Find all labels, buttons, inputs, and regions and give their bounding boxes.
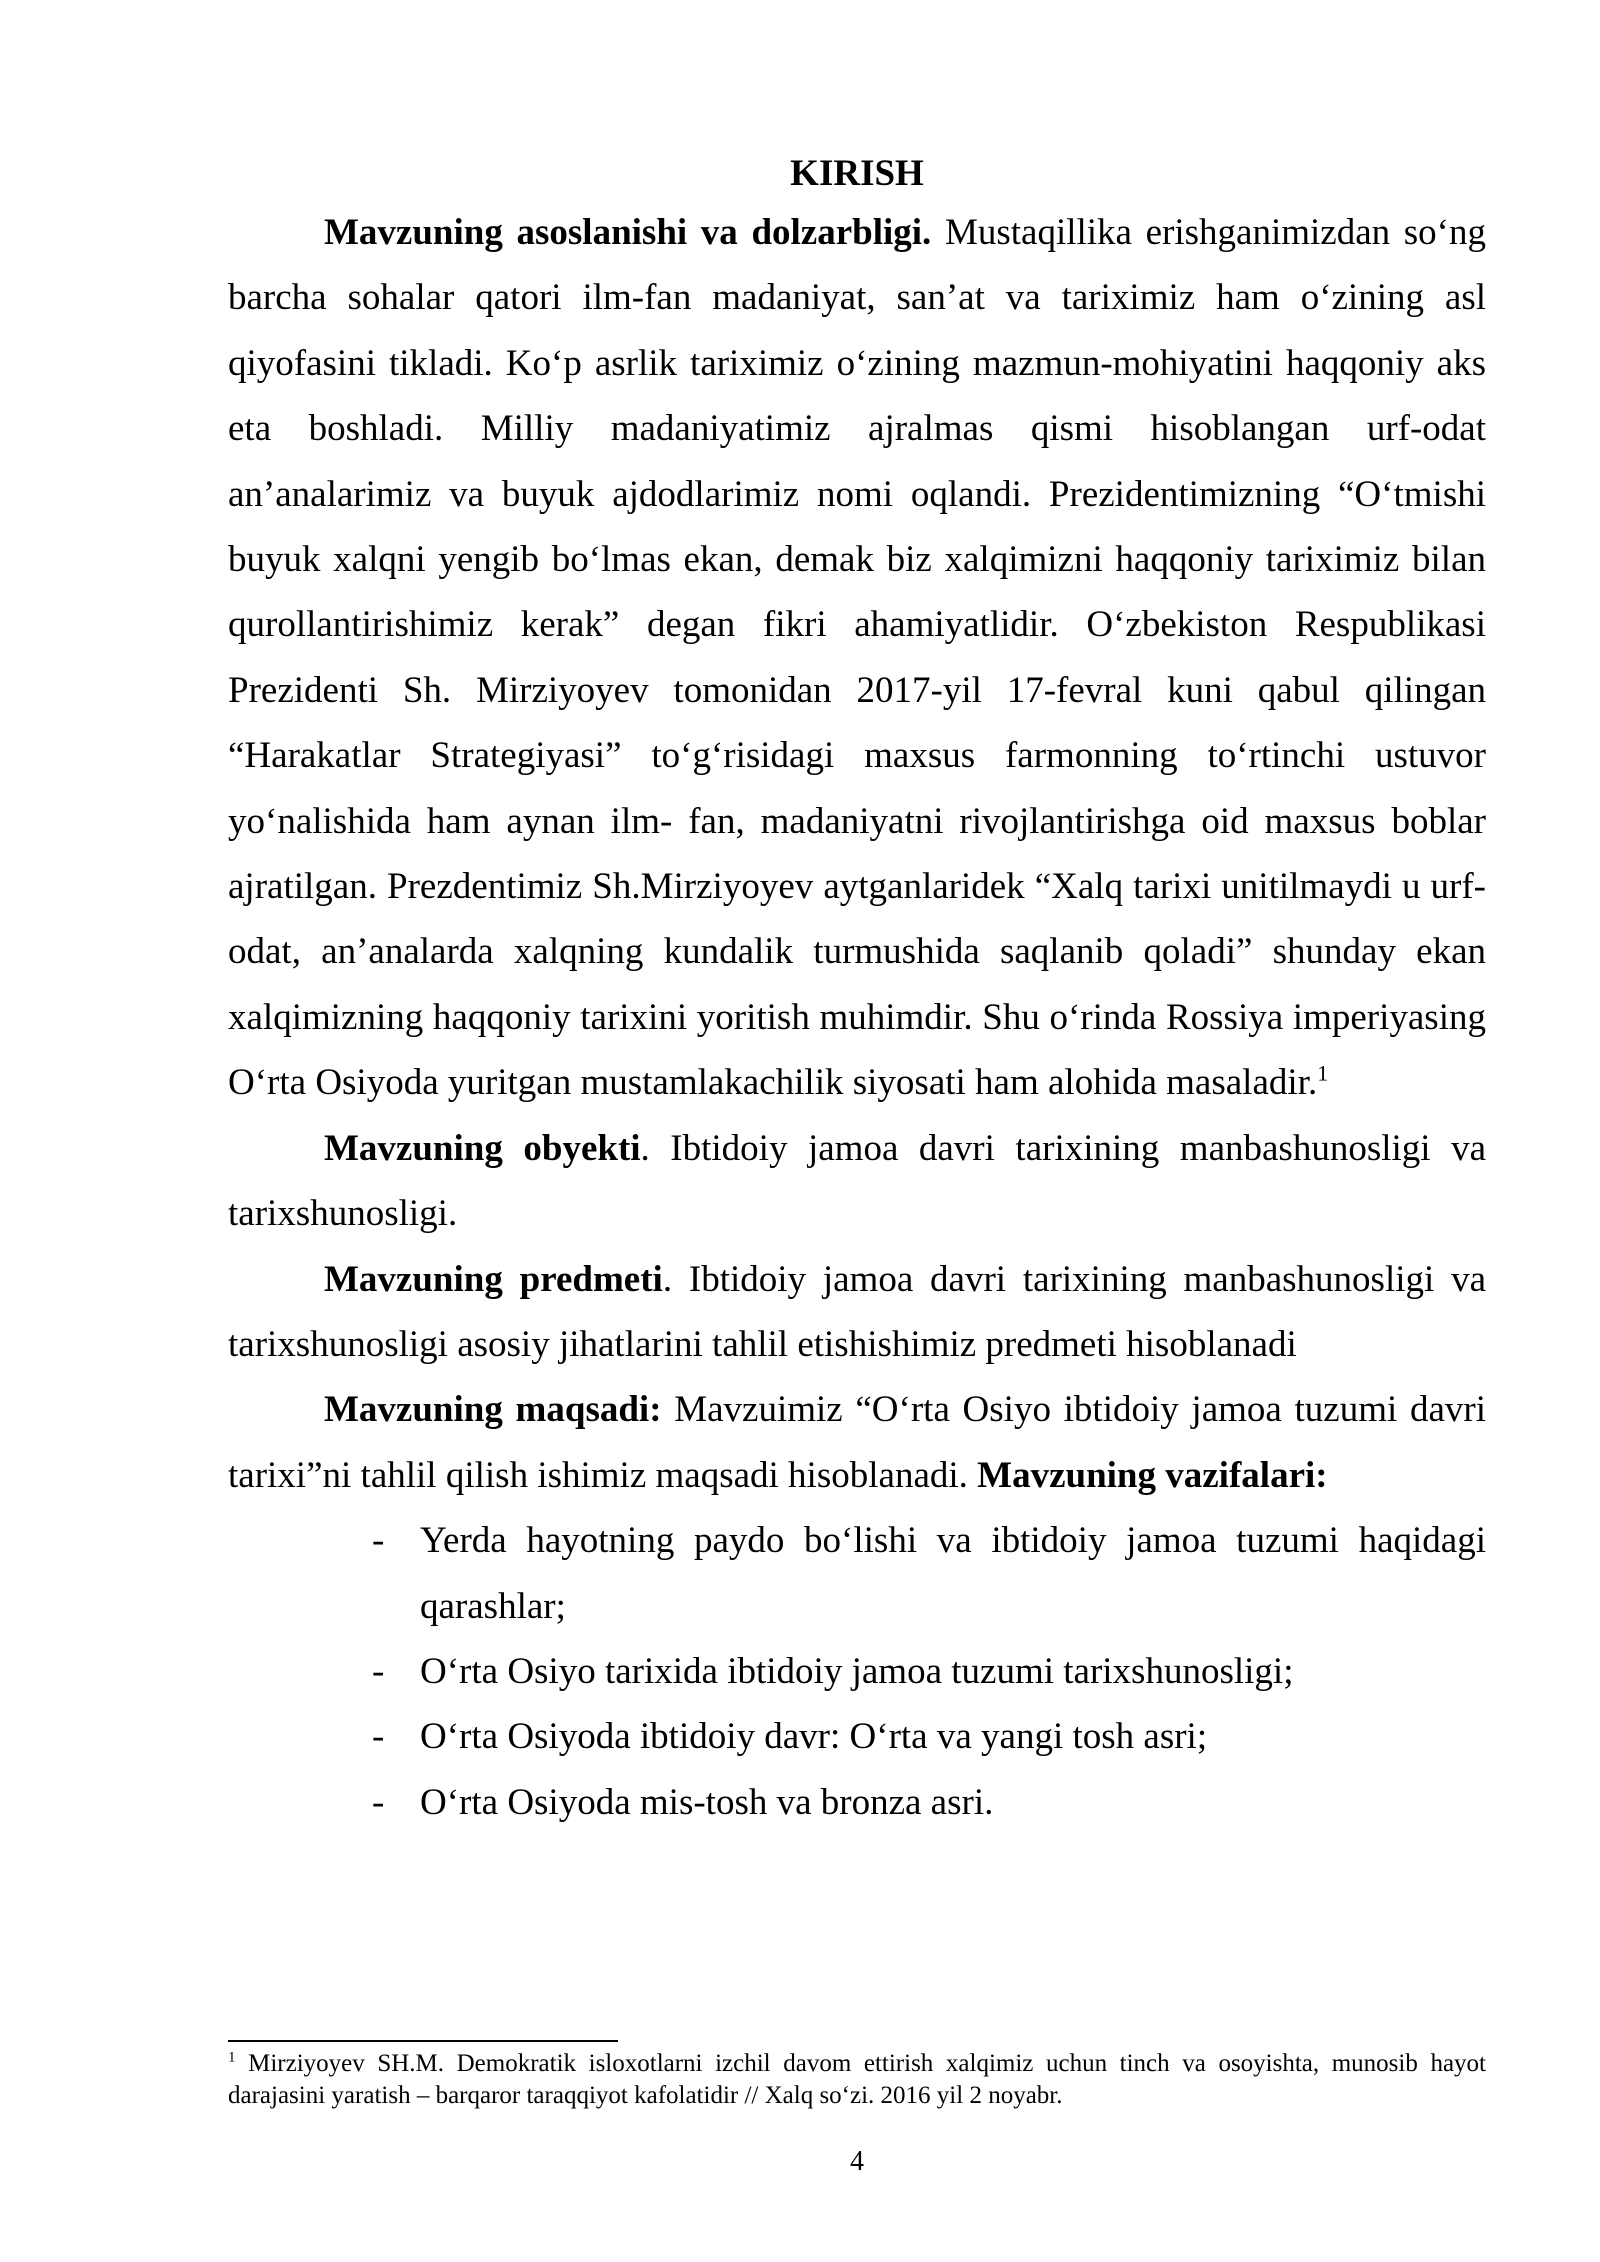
list-item-text: O‘rta Osiyoda mis-tosh va bronza asri. bbox=[420, 1781, 994, 1823]
page-body bbox=[228, 148, 1486, 1835]
intro-text: Mustaqillika erishganimizdan so‘ng barcha sohalar qatori ilm-fan madaniyat, san’at va tariximiz ham o‘zining asl qiyofasini tikladi. Ko‘p asrlik tariximiz o‘zining mazmun-mohiyatini haqqoniy aks eta boshladi. Milliy madaniyatimiz ajralmas qismi hisoblangan urf-odat an’analarimiz va buyuk ajdodlarimiz nomi oqlandi. Prezidentimizning “O‘tmishi buyuk xalqni yengib bo‘lmas ekan, demak biz xalqimizni haqqoniy tariximiz bilan qurollantirishimiz kerak” degan fikri ahamiyatlidir. O‘zbekiston Respublikasi Prezidenti Sh. Mirziyoyev tomonidan 2017-yil 17-fevral kuni qabul qilingan “Harakatlar Strategiyasi” to‘g‘risidagi maxsus farmonning to‘rtinchi ustuvor yo‘nalishida ham aynan ilm- fan, madaniyatni rivojlantirishga oid maxsus boblar ajratilgan. Prezdentimiz Sh.Mirziyoyev aytganlaridek “Xalq tarixi unitilmaydi u urf-odat, an’analarda xalqning kundalik turmushida saqlanib qoladi” shunday ekan xalqimizning haqqoniy tarixini yoritish muhimdir. Shu o‘rinda Rossiya imperiyasing O‘rta Osiyoda yuritgan mustamlakachilik siyosati ham alohida masaladir. bbox=[228, 212, 1486, 1104]
goal-text: Mavzuimiz “O‘rta Osiyo ibtidoiy jamoa tuzumi davri tarixi”ni tahlil qilish ishimiz maqsadi hisoblanadi. bbox=[228, 1389, 1486, 1496]
footnote-divider bbox=[228, 2040, 618, 2042]
page-title: KIRISH bbox=[790, 153, 924, 194]
subject-text: . Ibtidoiy jamoa davri tarixining manbashunosligi va tarixshunosligi asosiy jihatlarini tahlil etishishimiz predmeti hisoblanadi bbox=[228, 1258, 1486, 1365]
tasks-label: Mavzuning vazifalari: bbox=[977, 1454, 1328, 1496]
subject-label: Mavzuning predmeti bbox=[324, 1258, 663, 1300]
object-label: Mavzuning obyekti bbox=[324, 1127, 641, 1169]
footnote-number: 1 bbox=[228, 2049, 236, 2066]
list-item-text: Yerda hayotning paydo bo‘lishi va ibtidoiy jamoa tuzumi haqidagi qarashlar; bbox=[420, 1520, 1486, 1627]
goal-label: Mavzuning maqsadi: bbox=[324, 1389, 662, 1431]
page-number: 4 bbox=[850, 2146, 864, 2177]
list-item-text: O‘rta Osiyo tarixida ibtidoiy jamoa tuzumi tarixshunosligi; bbox=[420, 1650, 1294, 1692]
object-paragraph bbox=[228, 1116, 1486, 1247]
list-item bbox=[228, 1770, 1486, 1835]
footnote-text: Mirziyoyev SH.M. Demokratik isloxotlarni izchil davom ettirish xalqimiz uchun tinch va osoyishta, munosib hayot darajasini yaratish – barqaror taraqqiyot kafolatidir // Xalq so‘zi. 2016 yil 2 noyabr. bbox=[228, 2050, 1486, 2109]
list-dash: - bbox=[372, 1520, 385, 1562]
list-dash: - bbox=[372, 1781, 385, 1823]
list-dash: - bbox=[372, 1716, 385, 1758]
intro-paragraph bbox=[228, 200, 1486, 1116]
footnote bbox=[228, 2048, 1486, 2112]
list-item bbox=[228, 1508, 1486, 1639]
object-text: . Ibtidoiy jamoa davri tarixining manbashunosligi va tarixshunosligi. bbox=[228, 1127, 1486, 1235]
list-dash: - bbox=[372, 1650, 385, 1692]
list-item bbox=[228, 1704, 1486, 1769]
list-item-text: O‘rta Osiyoda ibtidoiy davr: O‘rta va yangi tosh asri; bbox=[420, 1716, 1208, 1758]
goal-paragraph bbox=[228, 1377, 1486, 1508]
tasks-list bbox=[228, 1508, 1486, 1835]
intro-label: Mavzuning asoslanishi va dolzarbligi. bbox=[324, 212, 932, 253]
footnote-ref[interactable]: 1 bbox=[1317, 1060, 1329, 1086]
list-item bbox=[228, 1639, 1486, 1704]
subject-paragraph bbox=[228, 1247, 1486, 1378]
